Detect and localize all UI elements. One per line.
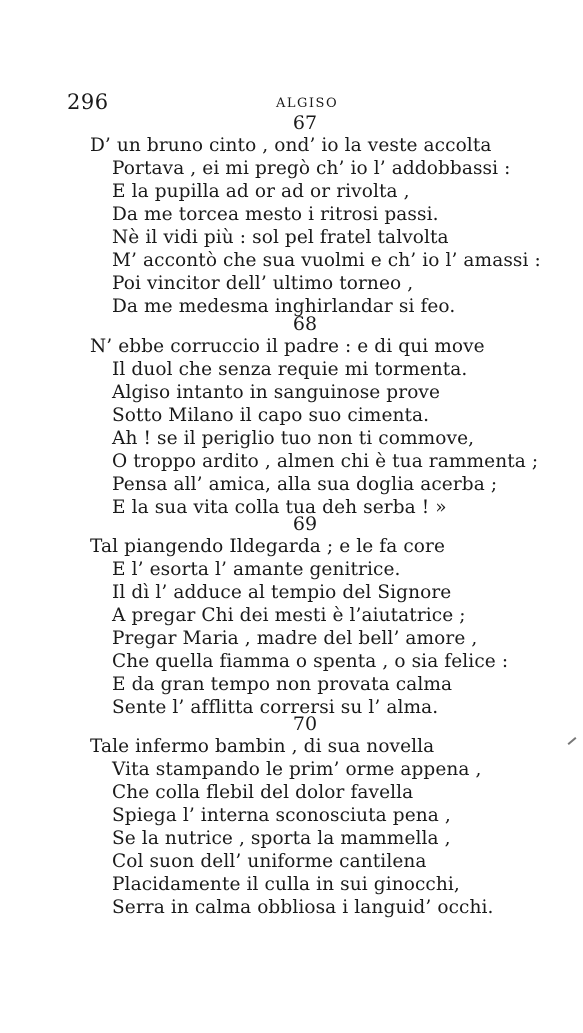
verse-line: Pregar Maria , madre del bell’ amore , — [112, 628, 478, 649]
verse-line: Poi vincitor dell’ ultimo torneo , — [112, 273, 414, 294]
verse-line: Da me medesma inghirlandar si feo. — [112, 296, 456, 317]
verse-line: Da me torcea mesto i ritrosi passi. — [112, 204, 439, 225]
stanza-number: 67 — [292, 112, 318, 134]
verse-line: Sente l’ afflitta corrersi su l’ alma. — [112, 697, 439, 718]
verse-line: Che quella fiamma o spenta , o sia felice : — [112, 651, 509, 672]
verse-line: E la sua vita colla tua deh serba ! » — [112, 497, 447, 518]
verse-line: E la pupilla ad or ad or rivolta , — [112, 181, 410, 202]
page-number: 296 — [67, 90, 109, 114]
verse-line: Ah ! se il periglio tuo non ti commove, — [112, 428, 475, 449]
verse-line: A pregar Chi dei mesti è l’aiutatrice ; — [112, 605, 466, 626]
stanza-number: 70 — [292, 713, 318, 735]
verse-line: Tale infermo bambin , di sua novella — [90, 736, 435, 757]
verse-line: Spiega l’ interna sconosciuta pena , — [112, 805, 451, 826]
verse-line: Pensa all’ amica, alla sua doglia acerba ; — [112, 474, 498, 495]
verse-line: E da gran tempo non provata calma — [112, 674, 453, 695]
verse-line: Il duol che senza requie mi tormenta. — [112, 359, 468, 380]
verse-line: Nè il vidi più : sol pel fratel talvolta — [112, 227, 449, 248]
verse-line: O troppo ardito , almen chi è tua rammenta ; — [112, 451, 539, 472]
verse-line: E l’ esorta l’ amante genitrice. — [112, 559, 401, 580]
verse-line: Algiso intanto in sanguinose prove — [112, 382, 441, 403]
page-edge-mark — [568, 737, 577, 745]
running-title: ALGISO — [276, 96, 339, 111]
verse-line: Placidamente il culla in sui ginocchi, — [112, 874, 460, 895]
verse-line: Il dì l’ adduce al tempio del Signore — [112, 582, 452, 603]
verse-line: Serra in calma obbliosa i languid’ occhi. — [112, 897, 494, 918]
stanza-number: 69 — [292, 513, 318, 535]
verse-line: Tal piangendo Ildegarda ; e le fa core — [90, 536, 446, 557]
verse-line: M’ accontò che sua vuolmi e ch’ io l’ amassi : — [112, 250, 541, 271]
verse-line: Portava , ei mi pregò ch’ io l’ addobbassi : — [112, 158, 511, 179]
verse-line: Sotto Milano il capo suo cimenta. — [112, 405, 430, 426]
verse-line: Se la nutrice , sporta la mammella , — [112, 828, 451, 849]
verse-line: D’ un bruno cinto , ond’ io la veste accolta — [90, 135, 492, 156]
verse-line: Col suon dell’ uniforme cantilena — [112, 851, 427, 872]
verse-line: Che colla flebil del dolor favella — [112, 782, 414, 803]
verse-line: N’ ebbe corruccio il padre : e di qui move — [90, 336, 485, 357]
stanza-number: 68 — [292, 313, 318, 335]
verse-line: Vita stampando le prim’ orme appena , — [112, 759, 482, 780]
